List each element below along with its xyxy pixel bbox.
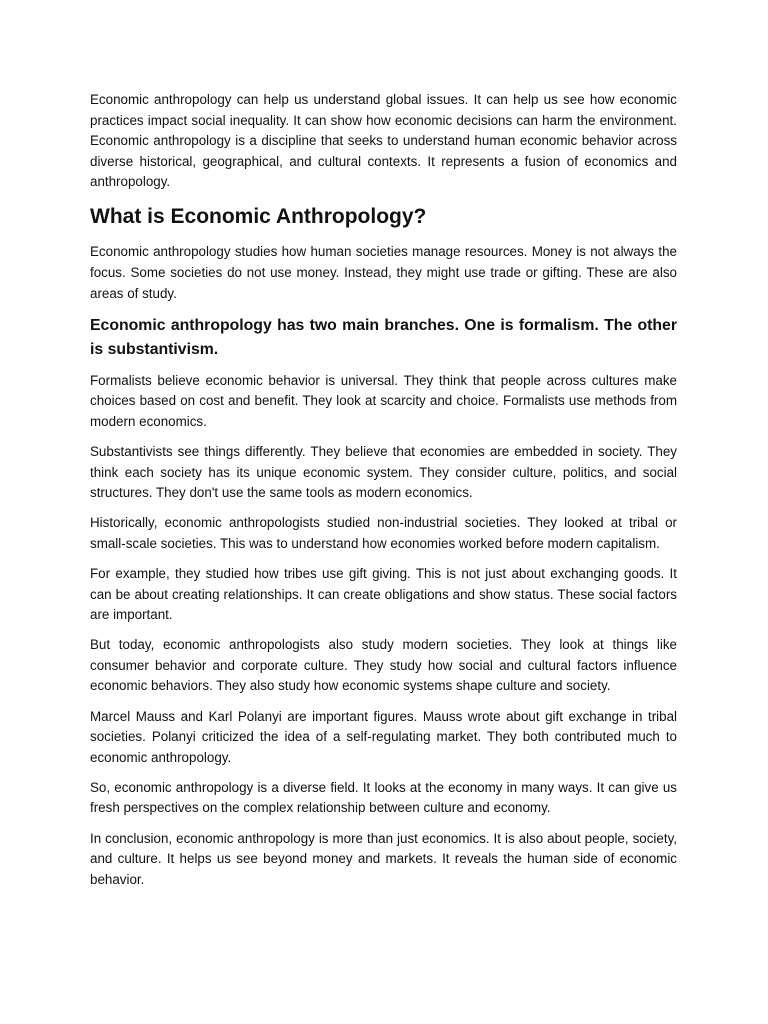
paragraph-diverse-field: So, economic anthropology is a diverse field. It looks at the economy in many ways. It can give us fresh perspectives on the complex relationship between culture and economy. [90, 779, 677, 816]
intro-paragraph: Economic anthropology can help us understand global issues. It can help us see how economic practices impact social inequality. It can show how economic decisions can harm the environment. Economic anthropology is a discipline that seeks to understand human economic behavior across diverse historical, geographical, and cultural contexts. It represents a fusion of economics and anthropology. [90, 92, 677, 190]
paragraph-mauss-polanyi: Marcel Mauss and Karl Polanyi are important figures. Mauss wrote about gift exchange in tribal societies. Polanyi criticized the idea of a self-regulating market. They both contributed much to economic anthropology. [90, 708, 677, 765]
paragraph-conclusion: In conclusion, economic anthropology is more than just economics. It is also about people, society, and culture. It helps us see beyond money and markets. It reveals the human side of economic behavior. [90, 830, 677, 887]
paragraph-formalists: Formalists believe economic behavior is universal. They think that people across cultures make choices based on cost and benefit. They look at scarcity and choice. Formalists use methods from modern economics. [90, 372, 677, 429]
paragraph-modern-societies: But today, economic anthropologists also study modern societies. They look at things like consumer behavior and corporate culture. They study how social and cultural factors influence economic behaviors. They also study how economic systems shape culture and society. [90, 637, 677, 694]
page-title: What is Economic Anthropology? [90, 205, 427, 229]
section-heading-branches: Economic anthropology has two main branches. One is formalism. The other is substantivism. [90, 316, 677, 358]
paragraph-historical: Historically, economic anthropologists studied non-industrial societies. They looked at tribal or small-scale societies. This was to understand how economies worked before modern capitalism. [90, 515, 677, 551]
paragraph-resources: Economic anthropology studies how human societies manage resources. Money is not always the focus. Some societies do not use money. Instead, they might use trade or gifting. These are also areas of study. [90, 244, 677, 301]
paragraph-gift-giving: For example, they studied how tribes use gift giving. This is not just about exchanging goods. It can be about creating relationships. It can create obligations and show status. These social factors are important. [90, 566, 677, 623]
paragraph-substantivists: Substantivists see things differently. They believe that economies are embedded in society. They think each society has its unique economic system. They consider culture, politics, and social structures. They don't use the same tools as modern economics. [90, 444, 677, 501]
document-page [90, 90, 677, 900]
